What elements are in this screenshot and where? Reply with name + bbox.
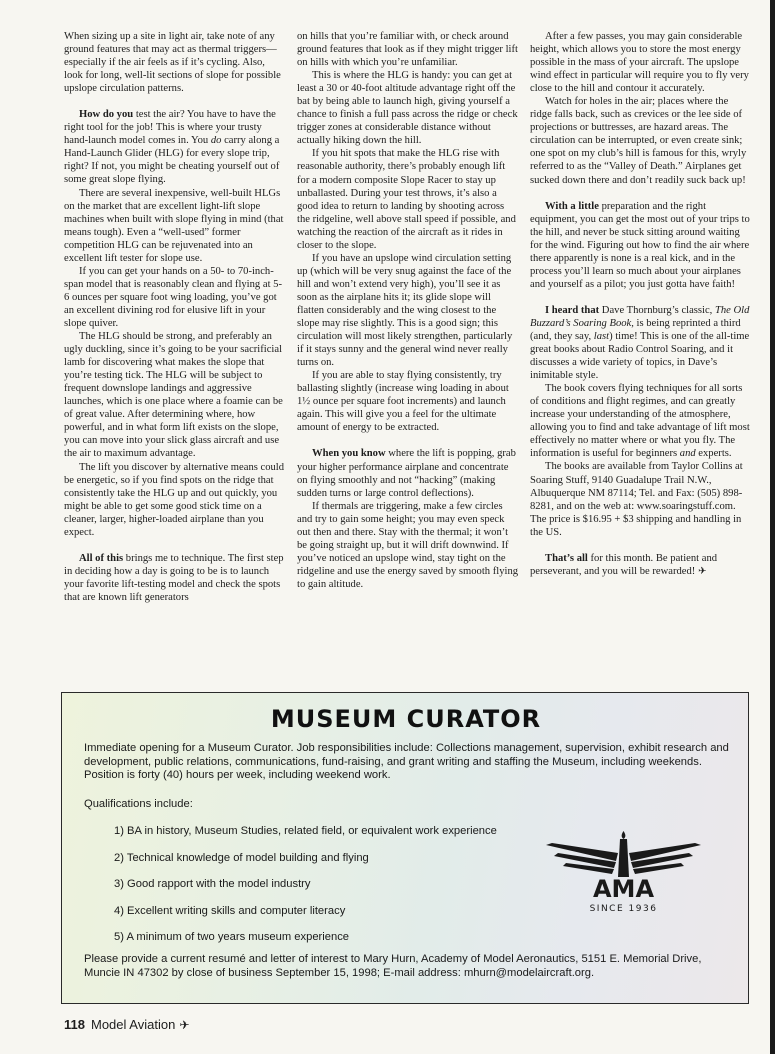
- airplane-icon: ✈: [179, 1018, 190, 1032]
- text: carry along a Hand-Launch Glider (HLG) for every slope trip, right? If not, you might be cheating yourself out of some great slope flying.: [64, 135, 280, 186]
- paragraph: [530, 304, 752, 382]
- text: test the air? You have to have the right tool for the job! This is where your trusty hand-launch model comes in. You: [64, 109, 276, 147]
- book-title: The Old Buzzard’s Soaring Book,: [530, 304, 750, 329]
- paragraph: The HLG should be strong, and preferably an ugly duckling, since it’s going to be your sacrificial lamb for discovering what makes the slope that you’re testing tick. The HLG will be subject to frequent downslope landings and aggressive launches, which is one place where a foamie can be of great value. After determining where, how powerful, and in what form lift exists on the slope, you can move into your slick glass aircraft and use the air to maximum advantage.: [64, 331, 283, 460]
- article-column-3: [530, 30, 752, 685]
- lead-in: When you know: [312, 448, 386, 460]
- paragraph: After a few passes, you may gain considerable height, which allows you to store the most energy possible in the mass of your aircraft. The upslope wind effect in particular will require you to fly very close to the hill and contour it accurately.: [530, 31, 749, 95]
- magazine-name: Model Aviation: [90, 1017, 176, 1032]
- text: ) time! This is one of the all-time great books about Radio Control Soaring, and it discusses a wide variety of topics, in Dave’s inimitable style.: [530, 330, 750, 382]
- ad-contact: Please provide a current resumé and letter of interest to Mary Hurn, Academy of Model Aeronautics, 5151 E. Memorial Drive, Muncie IN 47302 by close of business September 15, 1998; E-mail address: mhurn@modelaircraft.org.: [84, 953, 702, 979]
- paragraph: [64, 552, 286, 604]
- text: is being reprinted a third (and, they say,: [530, 317, 741, 342]
- airplane-icon: ✈: [697, 565, 707, 577]
- paragraph: The books are available from Taylor Collins at Soaring Stuff, 9140 Guadalupe Trail N.W., Albuquerque NM 87114; Tel. and Fax: (505) 898-8281, and on the web at: www.soaringstuff.com. The price is $16.95 + $3 shipping and handling in the US.: [530, 461, 743, 538]
- museum-curator-ad: [61, 692, 749, 1004]
- paragraph: There are several inexpensive, well-built HLGs on the market that are excellent light-lift slope machines when built with slope flying in mind (that means tough). Even a “well-used” former competition HLG can be rejuvenated into an excellent lift tester for slope use.: [64, 187, 284, 264]
- text: where the lift is popping, grab your higher performance airplane and concentrate on flying smoothly and not “hacking” (making sudden turns or large control deflections).: [297, 448, 516, 499]
- paragraph: If you hit spots that make the HLG rise with reasonable authority, there’s probably enough lift for a modern composite Slope Racer to stay up unballasted. During your test throws, it’s also a good idea to return to landing by shooting across the ridgeline, well above stall speed if possible, and watching the reaction of the aircraft as it rides in closer to the slope.: [297, 148, 516, 251]
- paragraph: [297, 447, 519, 499]
- emphasis: last: [593, 330, 610, 342]
- paragraph: [530, 552, 752, 578]
- paragraph: Watch for holes in the air; places where the ridge falls back, such as crevices or the lee side of projections or buttresses, are hazard areas. The circulation can be interrupted, or even create sink; one spot on my club’s hill is famous for this, wryly referred to as the “Valley of Death.” Airplanes get sucked down there and don’t readily suck back up!: [530, 96, 747, 186]
- wings-icon: [546, 831, 701, 877]
- lead-in: How do you: [79, 109, 134, 121]
- paragraph: If thermals are triggering, make a few circles and try to gain some height; you may even speck out then and there. Stay with the thermal; it won’t be going straight up, but it will drift downwind. If you’ve noticed an upslope wind, stay tight on the ridgeline and use the energy saved by smooth flying to gain altitude.: [297, 500, 519, 590]
- paragraph: If you can get your hands on a 50- to 70-inch-span model that is reasonably clean and flying at 5-6 ounces per square foot wing loading, you’ve got an excellent divining rod for elusive lift in your slope quiver.: [64, 265, 282, 329]
- text: Dave Thornburg’s classic,: [599, 304, 715, 316]
- qualification-item: 5) A minimum of two years museum experience: [114, 931, 350, 943]
- page-edge: [770, 0, 775, 1054]
- paragraph: This is where the HLG is handy: you can get at least a 30 or 40-foot altitude advantage right off the bat by being able to launch high, giving yourself a chance to finish a full pass across the ridge or check trigger zones at considerable distance without actually hiking down the hill.: [297, 70, 518, 147]
- logo-text: AMA: [592, 875, 655, 903]
- paragraph: [64, 108, 286, 186]
- text: brings me to technique. The first step in deciding how a day is going to be is to launch your favorite lift-testing model and check the spots that are known lift generators: [64, 552, 284, 603]
- qualification-item: 1) BA in history, Museum Studies, related field, or equivalent work experience: [114, 825, 497, 837]
- emphasis: and: [679, 448, 696, 460]
- paragraph: [530, 382, 752, 460]
- paragraph: The lift you discover by alternative means could be energetic, so if you find spots on the ridge that consistently take the HLG up and out quickly, you might be able to get some good stick time on a cleaner, larger, higher-loaded airplane than you expect.: [64, 461, 285, 538]
- page-footer: [64, 1017, 189, 1032]
- paragraph: If you are able to stay flying consistently, try ballasting slightly (increase wing loading in about 1½ ounce per square foot increments) and launch again. This will give you a feel for the ultimate amount of energy to be extracted.: [297, 370, 509, 434]
- ama-logo: [546, 831, 701, 913]
- qualification-item: 2) Technical knowledge of model building and flying: [114, 852, 369, 864]
- article-column-2: [297, 30, 519, 685]
- paragraph: on hills that you’re familiar with, or check around ground features that look as if they might trigger lift on hills with which you’re unfamiliar.: [297, 31, 518, 69]
- text: preparation and the right equipment, you can get the most out of your trips to the hill, and never be stuck sitting around waiting for the wind. Figuring out how to find the air where there apparently is none is a real kick, and in the process you’ll learn so much about your airplanes and yourself as a pilot; you just gotta have faith!: [530, 200, 750, 290]
- paragraph: [530, 200, 752, 291]
- ad-title: MUSEUM CURATOR: [270, 705, 542, 733]
- emphasis: do: [210, 135, 222, 147]
- text: for this month. Be patient and perseverant, and you will be rewarded!: [530, 552, 718, 577]
- qualification-item: 4) Excellent writing skills and computer literacy: [114, 905, 346, 917]
- paragraph: If you have an upslope wind circulation setting up (which will be very snug against the face of the hill and won’t extend very high), you’ll see it as soon as the airplane hits it; its glide slope will flatten considerably and the wing closest to the slope may rise slightly. This is a good sign; this circulation will most likely strengthen, particularly if it stays sunny and the general wind never really turns on.: [297, 252, 513, 369]
- text: experts.: [695, 448, 732, 460]
- lead-in: With a little: [545, 200, 599, 212]
- page-number: 118: [64, 1017, 85, 1032]
- paragraph: When sizing up a site in light air, take note of any ground features that may act as thermal triggers—especially if the air feels as if it’s cycling. Also, look for long, well-lit sections of slope for possible upslope circulation patterns.: [64, 31, 281, 95]
- lead-in: All of this: [79, 552, 124, 564]
- lead-in: That’s all: [545, 552, 588, 564]
- ad-intro: Immediate opening for a Museum Curator. Job responsibilities include: Collections management, supervision, exhibit research and development, public relations, communications, fund-raising, and grant writing and staffing the Museum, including weekends. Position is forty (40) hours per week, including weekend work.: [84, 742, 729, 782]
- qualifications-label: Qualifications include:: [84, 798, 193, 810]
- text: The book covers flying techniques for all sorts of conditions and flight regimes, and can greatly increase your understanding of the atmosphere, allowing you to find and take advantage of lift most effectively no matter where or what you fly. The information is useful for beginners: [530, 383, 750, 460]
- logo-since: SINCE 1936: [589, 904, 658, 913]
- article-column-1: [64, 30, 286, 685]
- qualification-item: 3) Good rapport with the model industry: [114, 878, 311, 890]
- lead-in: I heard that: [545, 304, 600, 316]
